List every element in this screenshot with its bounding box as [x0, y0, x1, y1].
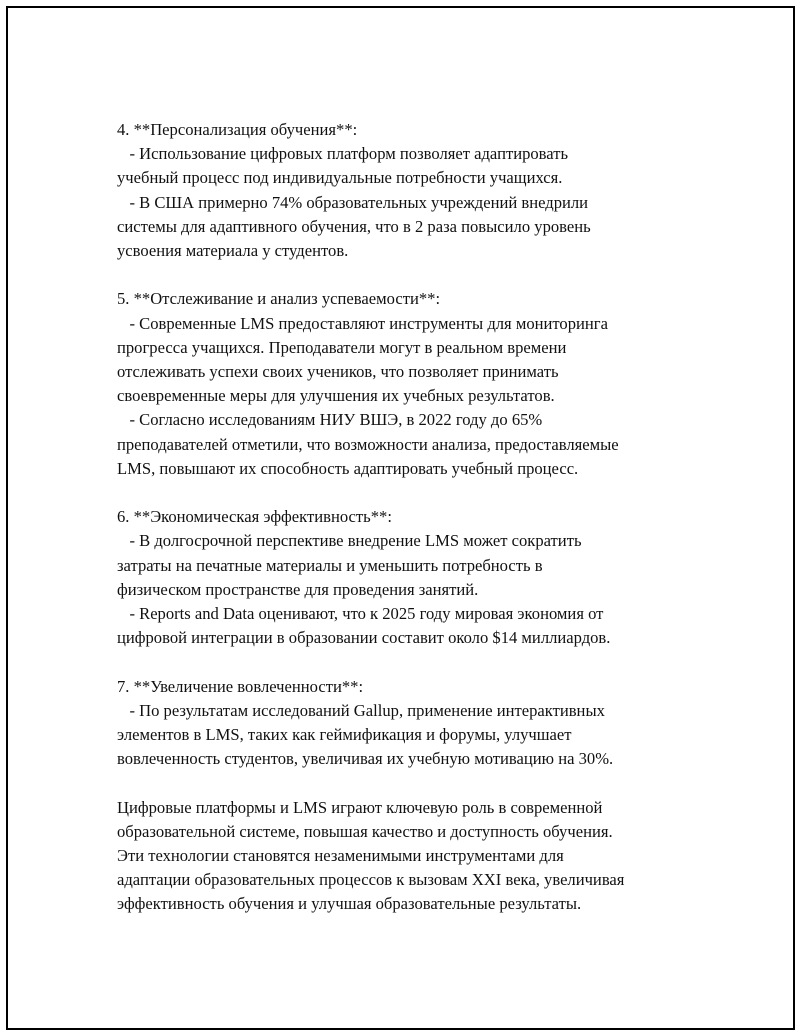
- section-engagement: [117, 675, 697, 772]
- section-line: прогресса учащихся. Преподаватели могут в реальном времени: [117, 337, 567, 357]
- paragraph-gap: [117, 263, 697, 287]
- section-line: - В США примерно 74% образовательных учреждений внедрили: [117, 192, 589, 212]
- section-heading: 6. **Экономическая эффективность**:: [117, 507, 392, 527]
- section-line: отслеживать успехи своих учеников, что позволяет принимать: [117, 362, 559, 382]
- conclusion-line: Эти технологии становятся незаменимыми инструментами для: [117, 846, 564, 866]
- section-line: затраты на печатные материалы и уменьшить потребность в: [117, 555, 543, 575]
- section-line: физическом пространстве для проведения занятий.: [117, 579, 479, 599]
- document-body: [117, 118, 697, 917]
- section-line: усвоения материала у студентов.: [117, 241, 349, 261]
- section-line: преподавателей отметили, что возможности анализа, предоставляемые: [117, 434, 619, 454]
- section-line: вовлеченность студентов, увеличивая их учебную мотивацию на 30%.: [117, 749, 614, 769]
- section-heading: 5. **Отслеживание и анализ успеваемости**:: [117, 289, 441, 309]
- section-line: - По результатам исследований Gallup, применение интерактивных: [117, 700, 605, 720]
- section-line: своевременные меры для улучшения их учебных результатов.: [117, 386, 555, 406]
- section-personalization: [117, 118, 697, 263]
- conclusion-line: образовательной системе, повышая качество и доступность обучения.: [117, 821, 613, 841]
- section-heading: 4. **Персонализация обучения**:: [117, 120, 358, 139]
- section-line: цифровой интеграции в образовании составит около $14 миллиардов.: [117, 628, 611, 648]
- paragraph-gap: [117, 650, 697, 674]
- section-progress-tracking: [117, 287, 697, 481]
- conclusion-line: эффективность обучения и улучшая образовательные результаты.: [117, 894, 582, 914]
- section-line: - Reports and Data оценивают, что к 2025 году мировая экономия от: [117, 604, 604, 624]
- section-line: системы для адаптивного обучения, что в 2 раза повысило уровень: [117, 216, 591, 236]
- section-heading: 7. **Увеличение вовлеченности**:: [117, 676, 364, 696]
- paragraph-gap: [117, 771, 697, 795]
- section-line: - Согласно исследованиям НИУ ВШЭ, в 2022 году до 65%: [117, 410, 543, 430]
- paragraph-gap: [117, 481, 697, 505]
- section-line: - Современные LMS предоставляют инструменты для мониторинга: [117, 313, 608, 333]
- section-line: - Использование цифровых платформ позволяет адаптировать: [117, 144, 569, 164]
- conclusion-paragraph: [117, 796, 697, 917]
- section-line: элементов в LMS, таких как геймификация и форумы, улучшает: [117, 725, 572, 745]
- section-line: учебный процесс под индивидуальные потребности учащихся.: [117, 168, 563, 188]
- conclusion-line: адаптации образовательных процессов к вызовам XXI века, увеличивая: [117, 870, 625, 890]
- section-economic-efficiency: [117, 505, 697, 650]
- section-line: - В долгосрочной перспективе внедрение LMS может сократить: [117, 531, 582, 551]
- section-line: LMS, повышают их способность адаптировать учебный процесс.: [117, 458, 579, 478]
- conclusion-line: Цифровые платформы и LMS играют ключевую роль в современной: [117, 797, 603, 817]
